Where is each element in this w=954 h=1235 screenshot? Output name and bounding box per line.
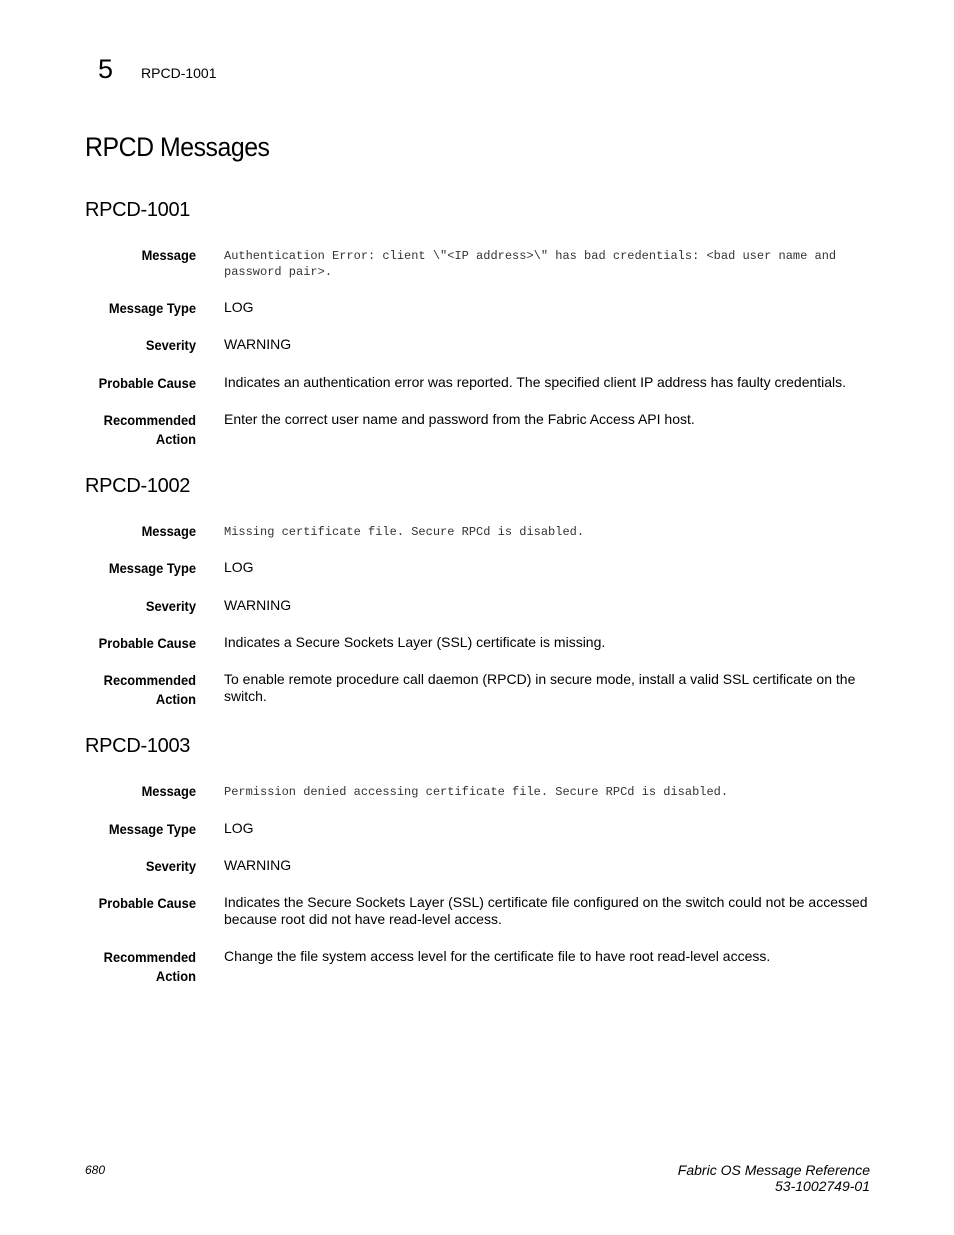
probable-cause-row xyxy=(85,374,870,393)
recommended-action-value: Change the file system access level for the certificate file to have root read-level access. xyxy=(224,948,771,964)
severity-value: WARNING xyxy=(224,857,292,873)
probable-cause-label: Probable Cause xyxy=(98,375,196,391)
probable-cause-label: Probable Cause xyxy=(98,895,196,911)
probable-cause-value: Indicates an authentication error was reported. The specified client IP address has faulty credentials. xyxy=(224,374,847,390)
message-type-value: LOG xyxy=(224,559,254,575)
recommended-action-value: To enable remote procedure call daemon (RPCD) in secure mode, install a valid SSL certificate on the switch. xyxy=(224,671,856,704)
message-label: Message xyxy=(141,247,196,263)
severity-label: Severity xyxy=(145,858,196,874)
probable-cause-row xyxy=(85,894,870,927)
recommended-action-value: Enter the correct user name and password from the Fabric Access API host. xyxy=(224,411,695,427)
message-label: Message xyxy=(141,523,196,539)
recommended-action-row xyxy=(85,411,870,449)
recommended-action-label: Recommended Action xyxy=(103,672,196,707)
message-row xyxy=(85,522,870,541)
message-text: Missing certificate file. Secure RPCd is disabled. xyxy=(224,525,585,539)
recommended-action-label: Recommended Action xyxy=(103,949,196,984)
message-entry-rpcd-1003 xyxy=(85,735,870,984)
message-id-heading: RPCD-1002 xyxy=(85,475,191,497)
probable-cause-row xyxy=(85,634,870,653)
probable-cause-value: Indicates the Secure Sockets Layer (SSL) certificate file configured on the switch could not be accessed because root did not have read-level access. xyxy=(224,894,868,927)
doc-number: 53-1002749-01 xyxy=(775,1178,870,1194)
doc-footer xyxy=(678,1162,870,1194)
message-entry-rpcd-1001 xyxy=(85,199,870,447)
page-number: 680 xyxy=(85,1163,106,1177)
message-type-label: Message Type xyxy=(108,300,196,316)
message-type-row xyxy=(85,820,870,839)
severity-value: WARNING xyxy=(224,336,292,352)
message-id-heading: RPCD-1001 xyxy=(85,199,191,221)
running-head: RPCD-1001 xyxy=(141,65,217,81)
message-type-row xyxy=(85,299,870,318)
message-id-heading: RPCD-1003 xyxy=(85,735,191,757)
probable-cause-label: Probable Cause xyxy=(98,635,196,651)
severity-label: Severity xyxy=(145,337,196,353)
message-entry-rpcd-1002 xyxy=(85,475,870,707)
severity-row xyxy=(85,336,870,355)
message-type-value: LOG xyxy=(224,820,254,836)
message-label: Message xyxy=(141,783,196,799)
probable-cause-value: Indicates a Secure Sockets Layer (SSL) certificate is missing. xyxy=(224,634,606,650)
page-title: RPCD Messages xyxy=(85,132,270,162)
message-type-label: Message Type xyxy=(108,560,196,576)
page-header xyxy=(98,56,217,83)
message-type-row xyxy=(85,559,870,578)
message-row xyxy=(85,782,870,801)
doc-title: Fabric OS Message Reference xyxy=(677,1162,870,1178)
message-type-value: LOG xyxy=(224,299,254,315)
severity-row xyxy=(85,857,870,876)
chapter-number: 5 xyxy=(98,54,114,84)
severity-value: WARNING xyxy=(224,597,292,613)
message-row xyxy=(85,246,870,279)
recommended-action-row xyxy=(85,948,870,986)
message-text: Authentication Error: client \"<IP address>\" has bad credentials: <bad user name and password pair>. xyxy=(224,249,837,279)
message-text: Permission denied accessing certificate file. Secure RPCd is disabled. xyxy=(224,785,729,799)
recommended-action-row xyxy=(85,671,870,709)
message-type-label: Message Type xyxy=(108,821,196,837)
recommended-action-label: Recommended Action xyxy=(103,412,196,447)
severity-row xyxy=(85,597,870,616)
severity-label: Severity xyxy=(145,598,196,614)
